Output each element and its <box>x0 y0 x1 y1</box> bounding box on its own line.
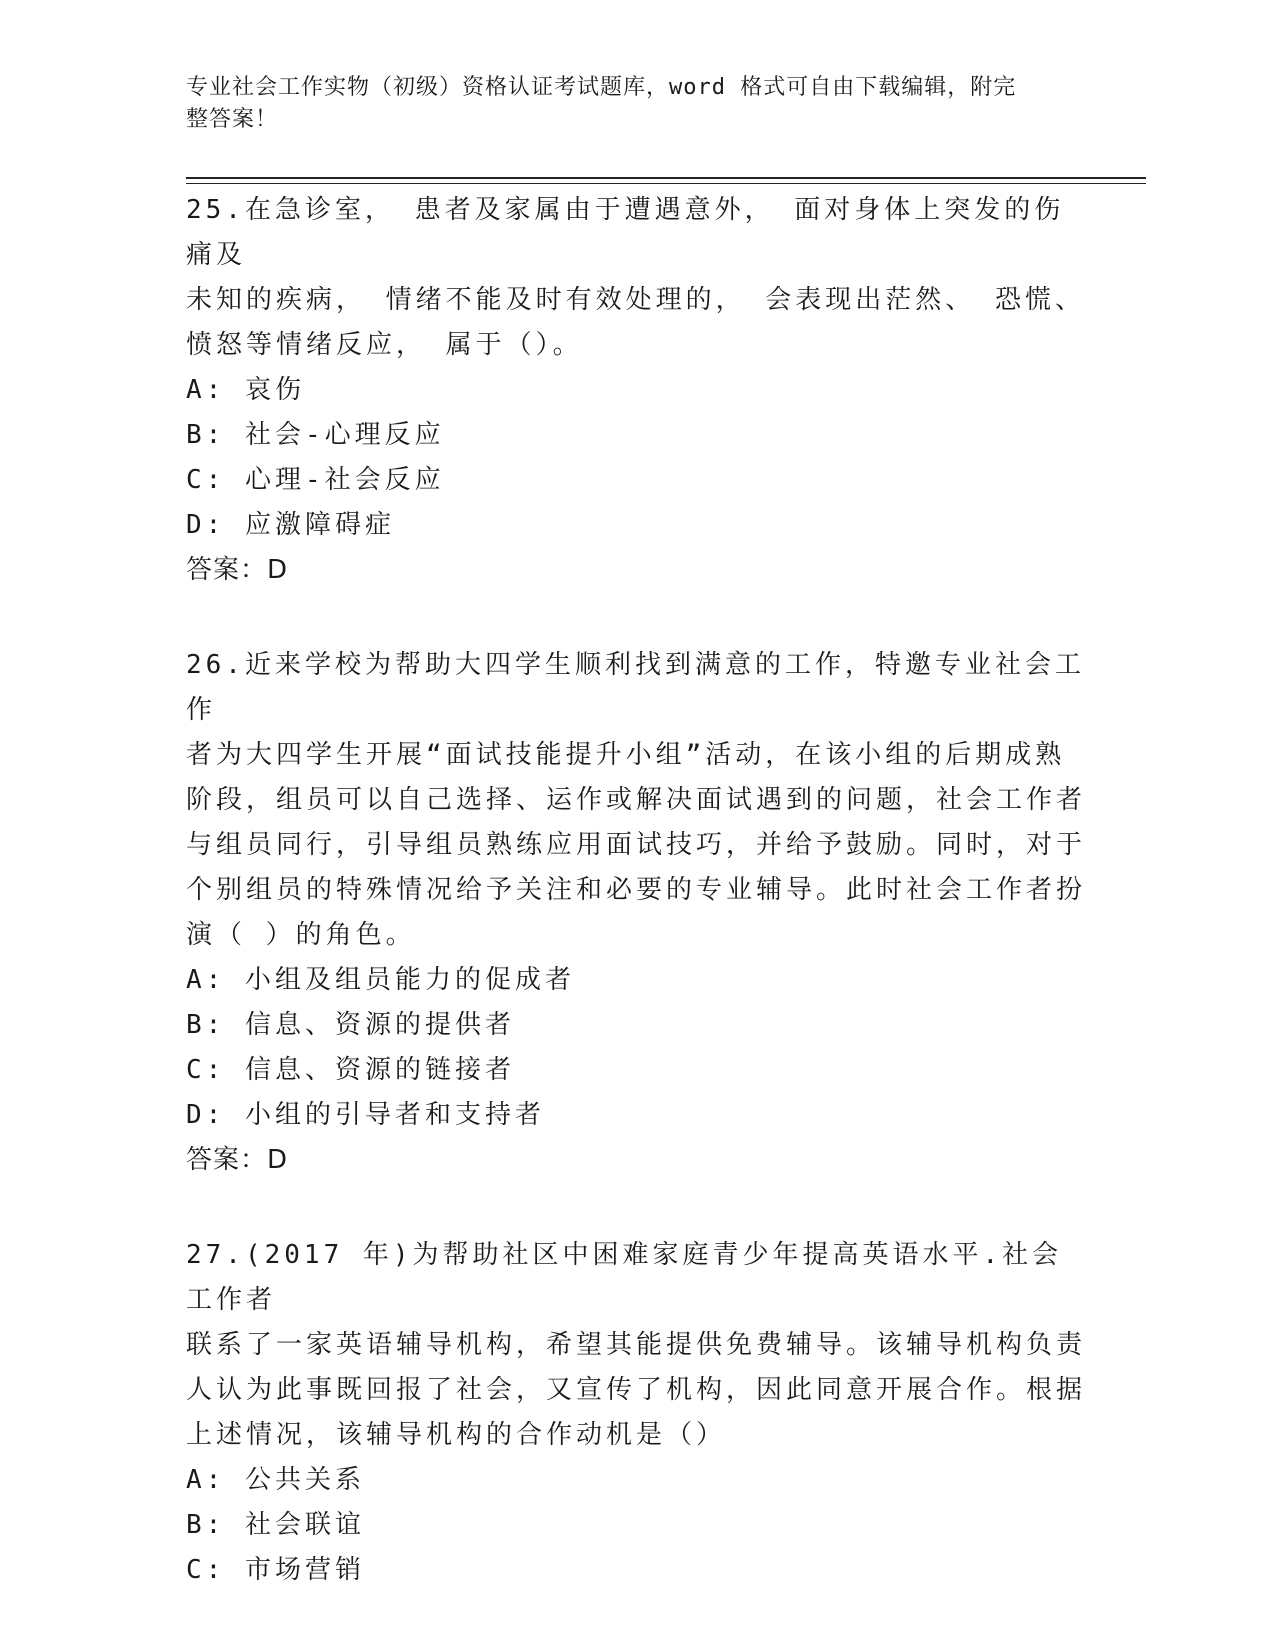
option-b: B: 信息、资源的提供者 <box>186 1010 515 1040</box>
option-d: D: 应激障碍症 <box>186 510 395 540</box>
option-a: A: 小组及组员能力的促成者 <box>186 965 575 995</box>
question-stem-line: 26.近来学校为帮助大四学生顺利找到满意的工作，特邀专业社会工作 <box>186 650 1085 725</box>
question-25 <box>186 188 1086 593</box>
option-c: C: 信息、资源的链接者 <box>186 1055 515 1085</box>
question-stem-line: 27.(2017 年)为帮助社区中困难家庭青少年提高英语水平.社会工作者 <box>186 1240 1063 1315</box>
question-27 <box>186 1233 1086 1593</box>
option-a: A: 哀伤 <box>186 375 305 405</box>
option-b: B: 社会联谊 <box>186 1510 365 1540</box>
option-a: A: 公共关系 <box>186 1465 365 1495</box>
answer-label: 答案：D <box>186 555 289 585</box>
question-stem-line: 个别组员的特殊情况给予关注和必要的专业辅导。此时社会工作者扮 <box>186 875 1087 905</box>
header-line-1: 专业社会工作实物（初级）资格认证考试题库，word 格式可自由下载编辑，附完 <box>186 75 1017 100</box>
question-list <box>186 188 1086 1643</box>
question-stem-line: 阶段，组员可以自己选择、运作或解决面试遇到的问题，社会工作者 <box>186 785 1087 815</box>
option-c: C: 心理-社会反应 <box>186 465 445 495</box>
header-divider-thin <box>186 183 1146 184</box>
question-stem-line: 25.在急诊室， 患者及家属由于遭遇意外， 面对身体上突发的伤痛及 <box>186 195 1065 270</box>
question-stem-line: 演（ ）的角色。 <box>186 920 416 950</box>
question-stem-line: 与组员同行，引导组员熟练应用面试技巧，并给予鼓励。同时，对于 <box>186 830 1087 860</box>
header-line-2: 整答案！ <box>186 107 279 132</box>
option-d: D: 小组的引导者和支持者 <box>186 1100 545 1130</box>
question-26 <box>186 643 1086 1183</box>
header-divider-thick <box>186 177 1146 179</box>
option-c: C: 市场营销 <box>186 1555 365 1585</box>
question-stem-line: 联系了一家英语辅导机构，希望其能提供免费辅导。该辅导机构负责 <box>186 1330 1087 1360</box>
option-b: B: 社会-心理反应 <box>186 420 445 450</box>
question-stem-line: 人认为此事既回报了社会，又宣传了机构，因此同意开展合作。根据 <box>186 1375 1087 1405</box>
question-stem-line: 者为大四学生开展“面试技能提升小组”活动，在该小组的后期成熟 <box>186 740 1066 770</box>
answer-label: 答案：D <box>186 1145 289 1175</box>
question-stem-line: 上述情况，该辅导机构的合作动机是（） <box>186 1420 727 1450</box>
question-stem-line: 愤怒等情绪反应， 属于（）。 <box>186 330 583 360</box>
document-header <box>186 72 1066 136</box>
question-stem-line: 未知的疾病， 情绪不能及时有效处理的， 会表现出茫然、 恐慌、 <box>186 285 1085 315</box>
